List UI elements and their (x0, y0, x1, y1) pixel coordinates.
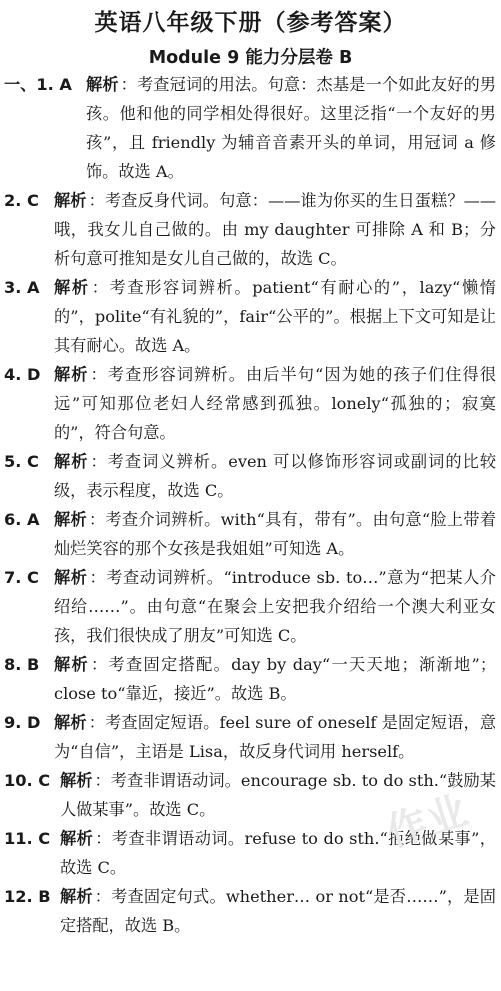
answer-number: 7. C (4, 568, 39, 587)
explanation-label: 解析 (54, 655, 90, 674)
answer-number: 6. A (4, 510, 40, 529)
answer-explanation (54, 360, 496, 447)
answer-explanation (54, 650, 496, 708)
answer-item (4, 360, 496, 447)
explanation-label: 解析 (54, 365, 89, 384)
explanation-label: 解析 (86, 75, 119, 94)
answer-item (4, 505, 496, 563)
answer-item (4, 563, 496, 650)
answer-explanation (54, 708, 496, 766)
explanation-text: ：考查固定句式。whether… or not“是否……”，是固定搭配，故选 B。 (60, 887, 496, 935)
explanation-text: ：考查固定短语。feel sure of oneself 是固定短语，意为“自信”，主语是 Lisa，故反身代词用 herself。 (54, 713, 497, 761)
answer-number: 8. B (4, 655, 40, 674)
explanation-text: ：考查非谓语动词。refuse to do sth.“拒绝做某事”，故选 C。 (60, 829, 496, 877)
answer-explanation (54, 563, 496, 650)
answer-item (4, 273, 496, 360)
answer-item (4, 882, 496, 940)
explanation-label: 解析 (60, 887, 93, 906)
answer-number: 3. A (4, 278, 40, 297)
explanation-text: ：考查词义辨析。even 可以修饰形容词或副词的比较级，表示程度，故选 C。 (54, 452, 497, 500)
explanation-text: ：考查冠词的用法。句意：杰基是一个如此友好的男孩。他和他的同学相处得很好。这里泛指“一个友好的男孩”，且 friendly 为辅音音素开头的单词，用冠词 a 修饰。故选 A。 (86, 75, 497, 181)
answer-number: 5. C (4, 452, 39, 471)
explanation-text: ：考查形容词辨析。由后半句“因为她的孩子们住得很远”可知那位老妇人经常感到孤独。lonely“孤独的；寂寞的”，符合句意。 (54, 365, 497, 442)
answer-item (4, 186, 496, 273)
section-title: Module 9 能力分层卷 B (148, 48, 353, 68)
answer-explanation (86, 70, 496, 186)
explanation-label: 解析 (54, 452, 89, 471)
explanation-text: ：考查形容词辨析。patient“有耐心的”，lazy“懒惰的”，polite“有礼貌的”，fair“公平的”。根据上下文可知是让其有耐心。故选 A。 (54, 278, 496, 355)
answer-explanation (54, 447, 496, 505)
explanation-text: ：考查固定搭配。day by day“一天天地；渐渐地”；close to“靠近，接近”。故选 B。 (54, 655, 497, 703)
answer-item (4, 650, 496, 708)
explanation-label: 解析 (54, 713, 87, 732)
answer-item (4, 708, 496, 766)
explanation-text: ：考查动词辨析。“introduce sb. to…”意为“把某人介绍给……”。由句意“在聚会上安把我介绍给一个澳大利亚女孩，我们很快成了朋友”可知选 C。 (54, 568, 496, 645)
explanation-label: 解析 (60, 771, 93, 790)
answer-explanation (60, 882, 496, 940)
answer-explanation (54, 186, 496, 273)
explanation-label: 解析 (54, 568, 88, 587)
answer-number: 11. C (4, 829, 51, 848)
watermark: 作业 (381, 786, 476, 857)
explanation-label: 解析 (54, 191, 87, 210)
explanation-label: 解析 (54, 510, 87, 529)
answer-number: 10. C (4, 771, 51, 790)
explanation-label: 解析 (54, 278, 90, 297)
answer-number: 4. D (4, 365, 41, 384)
answer-explanation (54, 505, 496, 563)
answer-item (4, 447, 496, 505)
answer-explanation (54, 273, 496, 360)
answer-number: 9. D (4, 713, 41, 732)
explanation-text: ：考查介词辨析。with“具有，带有”。由句意“脸上带着灿烂笑容的那个女孩是我姐姐”可知选 A。 (54, 510, 497, 558)
answer-number: 2. C (4, 191, 39, 210)
page-title: 英语八年级下册（参考答案） (94, 10, 407, 36)
explanation-text: ：考查非谓语动词。encourage sb. to do sth.“鼓励某人做某事”。故选 C。 (60, 771, 496, 819)
answer-number: 12. B (4, 887, 51, 906)
explanation-text: ：考查反身代词。句意：——谁为你买的生日蛋糕？——哦，我女儿自己做的。由 my daughter 可排除 A 和 B；分析句意可推知是女儿自己做的，故选 C。 (54, 191, 497, 268)
explanation-label: 解析 (60, 829, 94, 848)
answer-number: 一、1. A (4, 75, 72, 94)
answer-item (4, 70, 496, 186)
